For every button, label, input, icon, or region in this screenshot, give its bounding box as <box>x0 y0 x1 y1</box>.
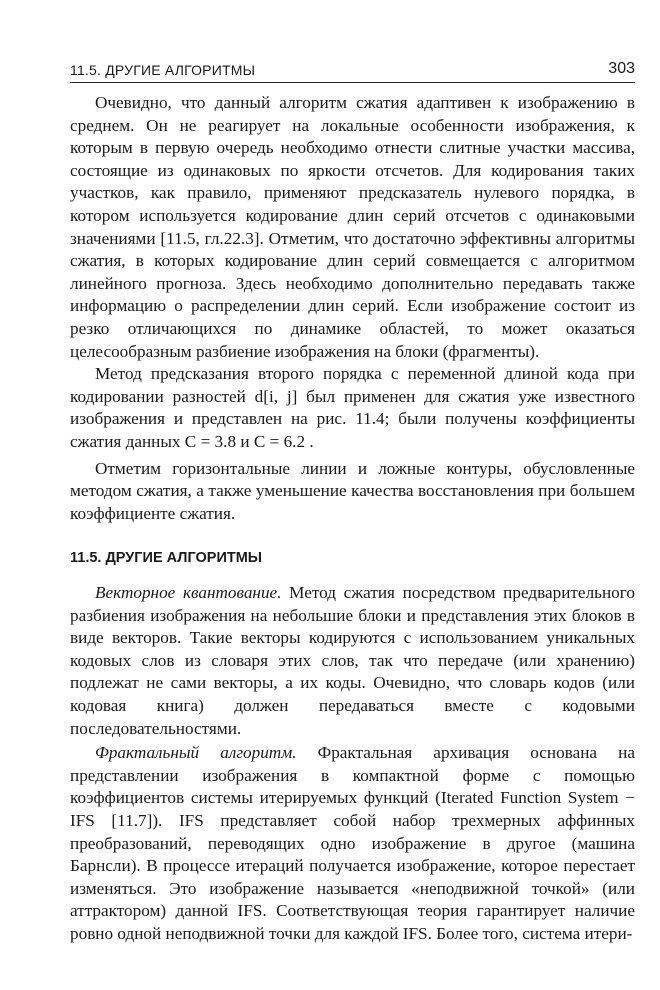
section-heading: 11.5. ДРУГИЕ АЛГОРИТМЫ <box>70 550 263 566</box>
top-text-block <box>70 92 635 525</box>
paragraph-second-order-prediction: Метод предсказания второго порядка с переменной длиной кода при кодировании разностей d[i, j] был применен для сжатия уже известного изображения и представлен на рис. 11.4; были получены коэффициенты сжатия данных C = 3.8 и C = 6.2 . <box>70 364 635 451</box>
paragraph-adaptive-compression: Очевидно, что данный алгоритм сжатия адаптивен к изображению в среднем. Он не реагирует на локальные особенности изображения, к которым в первую очередь необходимо отнести слитные участки массива, состоящие из одинаковых по яркости отсчетов. Для кодирования таких участков, как правило, применяют предсказатель нулевого порядка, в котором используется кодирование длин серий отсчетов с одинаковыми значениями [11.5, гл.22.3]. Отметим, что достаточно эффективны алгоритмы сжатия, в которых кодирование длин серий совмещается с алгоритмом линейного прогноза. Здесь необходимо дополнительно передавать также информацию о распределении длин серий. Если изображение состоит из резко отличающихся по динамике областей, то может оказаться целесообразным разбиение изображения на блоки (фрагменты). <box>70 93 635 361</box>
term-fractal-algorithm: Фрактальный алгоритм. <box>95 743 297 763</box>
term-vector-quantization: Векторное квантование. <box>95 583 282 602</box>
vector-quantization-body: Метод сжатия посредством предварительного разбиения изображения на небольшие блоки и представления этих блоков в виде векторов. Такие векторы кодируются с использованием уникальных кодовых слов из словаря этих слов, так что передаче (или хранению) подлежат не сами векторы, а их коды. Очевидно, что словарь кодов (или кодовая книга) должен передаваться вместе с кодовыми последовательностями. <box>70 583 635 738</box>
paragraph-horizontal-lines: Отметим горизонтальные линии и ложные контуры, обусловленные методом сжатия, а также уменьшение качества восстановления при большем коэффициенте сжатия. <box>70 458 635 523</box>
paragraph-vector-quantization <box>70 582 635 740</box>
running-title: 11.5. ДРУГИЕ АЛГОРИТМЫ <box>70 62 256 78</box>
paragraph-fractal-algorithm <box>70 742 635 945</box>
section-text-block <box>70 582 635 946</box>
fractal-algorithm-body: Фрактальная архивация основана на представлении изображения в компактной форме с помощью коэффициентов системы итерируемых функций (Iterated Function System − IFS [11.7]). IFS представляет собой набор трехмерных аффинных преобразований, переводящих одно изображение в другое (машина Барнсли). В процессе итераций получается изображение, которое перестает изменяться. Это изображение называется «неподвижной точкой» (или аттрактором) данной IFS. Соответствующая теория гарантирует наличие ровно одной неподвижной точки для каждой IFS. Более того, система итери- <box>70 743 635 943</box>
page-number: 303 <box>608 60 635 77</box>
running-header <box>70 60 635 83</box>
